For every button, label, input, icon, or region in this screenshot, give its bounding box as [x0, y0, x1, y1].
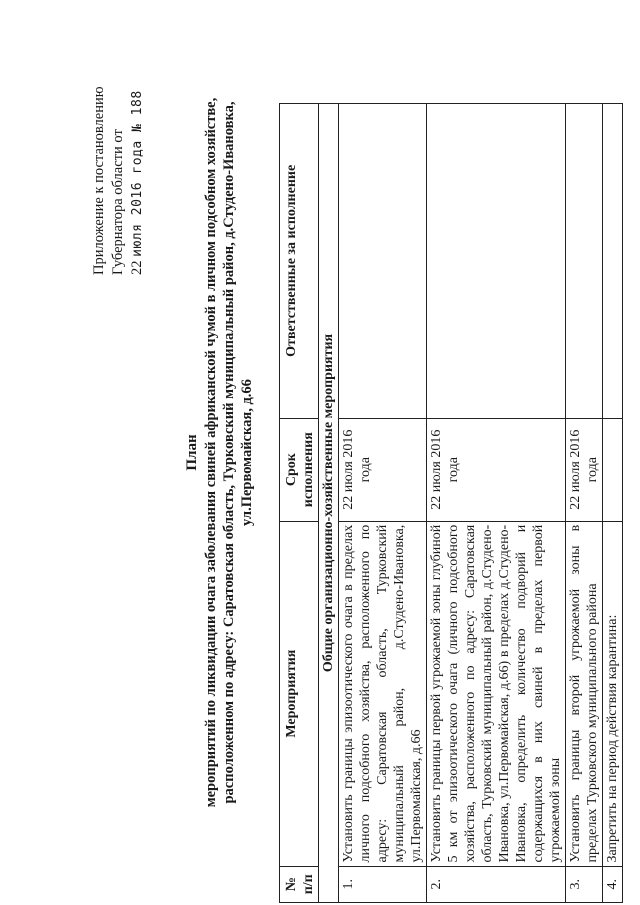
table-row — [566, 104, 603, 903]
appendix-note — [90, 15, 147, 275]
appendix-date-day: 22 — [129, 260, 145, 275]
appendix-line-1: Приложение к постановлению — [91, 86, 107, 275]
plan-title-line-1: мероприятий по ликвидации очага заболевания свиней африканской чумой в личном подсобном хозяйстве, — [203, 97, 219, 808]
header-term: Срок исполнения — [280, 418, 319, 521]
header-num: № п/п — [280, 866, 319, 902]
appendix-line-3 — [128, 15, 147, 275]
row-responsible — [427, 104, 566, 419]
row-responsible — [566, 104, 603, 419]
section-row — [319, 104, 339, 903]
row-responsible — [603, 104, 623, 419]
header-measure: Мероприятия — [280, 521, 319, 866]
row-num: 4. — [603, 866, 623, 902]
header-responsible: Ответственные за исполнение — [280, 104, 319, 419]
row-measure: Установить границы эпизоотического очага в пределах личного подсобного хозяйства, расположенного по адресу: Саратовская область, Турковский муниципальный район, д.Студено-Ивановка, ул.Первомайская, д.66 — [339, 521, 427, 866]
row-term: 22 июля 2016 года — [427, 418, 566, 521]
appendix-line-2: Губернатора области от — [110, 129, 126, 275]
plan-title — [183, 50, 256, 855]
row-measure: Запретить на период действия карантина: — [603, 521, 623, 866]
row-term: 22 июля 2016 года — [339, 418, 427, 521]
row-num: 2. — [427, 866, 566, 902]
row-num: 1. — [339, 866, 427, 902]
row-responsible — [339, 104, 427, 419]
table-row — [603, 104, 623, 903]
section-title: Общие организационно-хозяйственные мероприятия — [319, 104, 339, 903]
row-term: 22 июля 2016 года — [566, 418, 603, 521]
measures-table — [279, 103, 623, 903]
table-row — [339, 104, 427, 903]
row-term — [603, 418, 623, 521]
table-header-row — [280, 104, 319, 903]
row-num: 3. — [566, 866, 603, 902]
row-measure: Установить границы первой угрожаемой зоны глубиной 5 км от эпизоотического очага (личного подсобного хозяйства, расположенного по адресу: Саратовская область, Турковский муниципальный район, д.Студено-Ивановка, ул.Первомайская, д.66) в пределах д.Студено-Ивановка, определить количество подворий и содержащихся в них свиней в пределах первой угрожаемой зоны — [427, 521, 566, 866]
plan-title-line-2: расположенном по адресу: Саратовская область, Турковский муниципальный район, д.Студено-Ивановка, — [221, 101, 237, 804]
appendix-date-handwritten: июля 2016 года № 188 — [130, 90, 145, 257]
row-measure: Установить границы второй угрожаемой зоны в пределах Турковского муниципального района — [566, 521, 603, 866]
plan-heading: План — [184, 434, 200, 471]
plan-title-line-3: ул.Первомайская, д.66 — [239, 379, 255, 526]
table-row — [427, 104, 566, 903]
